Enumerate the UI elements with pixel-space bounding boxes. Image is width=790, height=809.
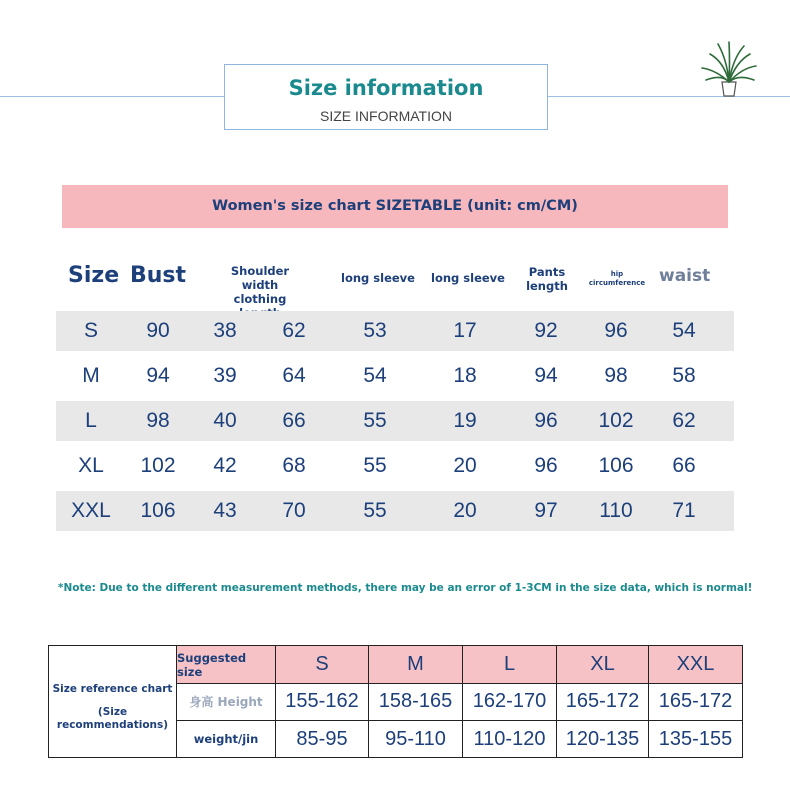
size-header: XXL [676, 653, 715, 675]
table-cell: 94 [146, 364, 170, 387]
height-value: 165-172 [565, 690, 640, 712]
table-cell: 39 [213, 364, 237, 387]
header-length: length [526, 279, 568, 293]
table-cell: 62 [282, 319, 306, 342]
page-subtitle: SIZE INFORMATION [320, 108, 452, 124]
header-shoulder-length [212, 264, 308, 308]
size-reference-table [48, 645, 743, 758]
table-cell: 58 [672, 364, 696, 387]
table-cell: 55 [363, 409, 387, 432]
weight-value: 95-110 [385, 727, 446, 750]
table-cell: 53 [363, 319, 387, 342]
reference-column-xl [557, 646, 649, 757]
height-value: 158-165 [378, 690, 453, 712]
table-cell: 54 [363, 364, 387, 387]
table-cell: S [83, 319, 98, 342]
table-cell: 71 [672, 499, 696, 522]
table-cell: 94 [534, 364, 558, 387]
table-cell: 38 [213, 319, 237, 342]
weight-value: 120-135 [565, 727, 640, 750]
reference-subtitle: (Size recommendations) [56, 706, 169, 731]
weight-value: 110-120 [473, 727, 546, 750]
height-value: 165-172 [658, 690, 733, 712]
table-cell: 110 [599, 499, 633, 522]
table-cell: 97 [534, 499, 558, 522]
table-cell: 62 [672, 409, 696, 432]
table-row [56, 356, 734, 396]
measurement-note: *Note: Due to the different measurement methods, there may be an error of 1-3CM in the size data, which is normal! [58, 582, 753, 594]
page-title: Size information [288, 76, 484, 100]
table-cell: 96 [534, 409, 558, 432]
header-clothing-length: clothing [233, 292, 287, 306]
reference-column-m [369, 646, 463, 757]
table-cell: 66 [672, 454, 696, 477]
header-pants-length [522, 265, 572, 309]
size-header: S [315, 653, 329, 675]
table-cell: 106 [598, 454, 634, 477]
size-chart-title: Women's size chart SIZETABLE (unit: cm/CM) [62, 185, 728, 228]
table-cell: 43 [213, 499, 237, 522]
reference-title: Size reference chart [52, 683, 173, 695]
plant-icon [700, 40, 758, 98]
header-pants: Pants [528, 265, 566, 279]
table-cell: 102 [140, 454, 176, 477]
table-cell: 66 [282, 409, 306, 432]
table-row [56, 311, 734, 351]
header-hip-circumference [586, 270, 648, 314]
table-cell: 68 [282, 454, 306, 477]
header-waist: waist [659, 266, 711, 286]
header-shoulder-width: Shoulder width [230, 264, 290, 292]
header-long-sleeve-1: long sleeve [341, 271, 415, 285]
table-cell: 17 [453, 319, 477, 342]
table-cell: 102 [598, 409, 634, 432]
header-circumference: circumference [588, 279, 646, 287]
table-row [56, 491, 734, 531]
table-cell: 90 [146, 319, 170, 342]
weight-value: 85-95 [296, 727, 348, 750]
reference-column-s [276, 646, 369, 757]
table-cell: 42 [213, 454, 237, 477]
header-size: Size [68, 263, 120, 288]
reference-label-column [177, 646, 276, 757]
table-cell: 96 [604, 319, 628, 342]
table-row [56, 446, 734, 486]
header-bust: Bust [130, 263, 187, 288]
table-cell: 70 [282, 499, 306, 522]
table-cell: 106 [140, 499, 176, 522]
table-cell: 98 [146, 409, 170, 432]
header-long-sleeve-2: long sleeve [431, 271, 505, 285]
table-cell: M [82, 364, 100, 387]
header-hip: hip [610, 270, 624, 278]
table-cell: 54 [672, 319, 696, 342]
label-height: 身高 Height [189, 695, 263, 709]
size-header: XL [590, 653, 615, 675]
size-header: M [407, 653, 424, 675]
header-rule-left [0, 96, 224, 97]
table-cell: 55 [363, 454, 387, 477]
table-cell: 19 [453, 409, 477, 432]
table-cell: 20 [453, 499, 477, 522]
table-cell: 64 [282, 364, 306, 387]
label-suggested-size: Suggested size [177, 650, 247, 679]
table-cell: 96 [534, 454, 558, 477]
table-cell: 98 [604, 364, 628, 387]
size-header: L [503, 653, 516, 675]
weight-value: 135-155 [658, 727, 733, 750]
table-cell: 55 [363, 499, 387, 522]
label-weight: weight/jin [193, 732, 259, 746]
height-value: 162-170 [472, 690, 547, 712]
reference-column-l [463, 646, 557, 757]
reference-column-xxl [649, 646, 742, 757]
title-box [224, 64, 548, 130]
table-cell: L [85, 409, 97, 432]
table-cell: XXL [71, 499, 111, 522]
table-cell: 92 [534, 319, 558, 342]
reference-heading [49, 646, 177, 757]
height-value: 155-162 [285, 690, 359, 712]
table-cell: XL [78, 454, 104, 477]
table-cell: 40 [213, 409, 237, 432]
table-cell: 20 [453, 454, 477, 477]
table-row [56, 401, 734, 441]
table-cell: 18 [453, 364, 477, 387]
